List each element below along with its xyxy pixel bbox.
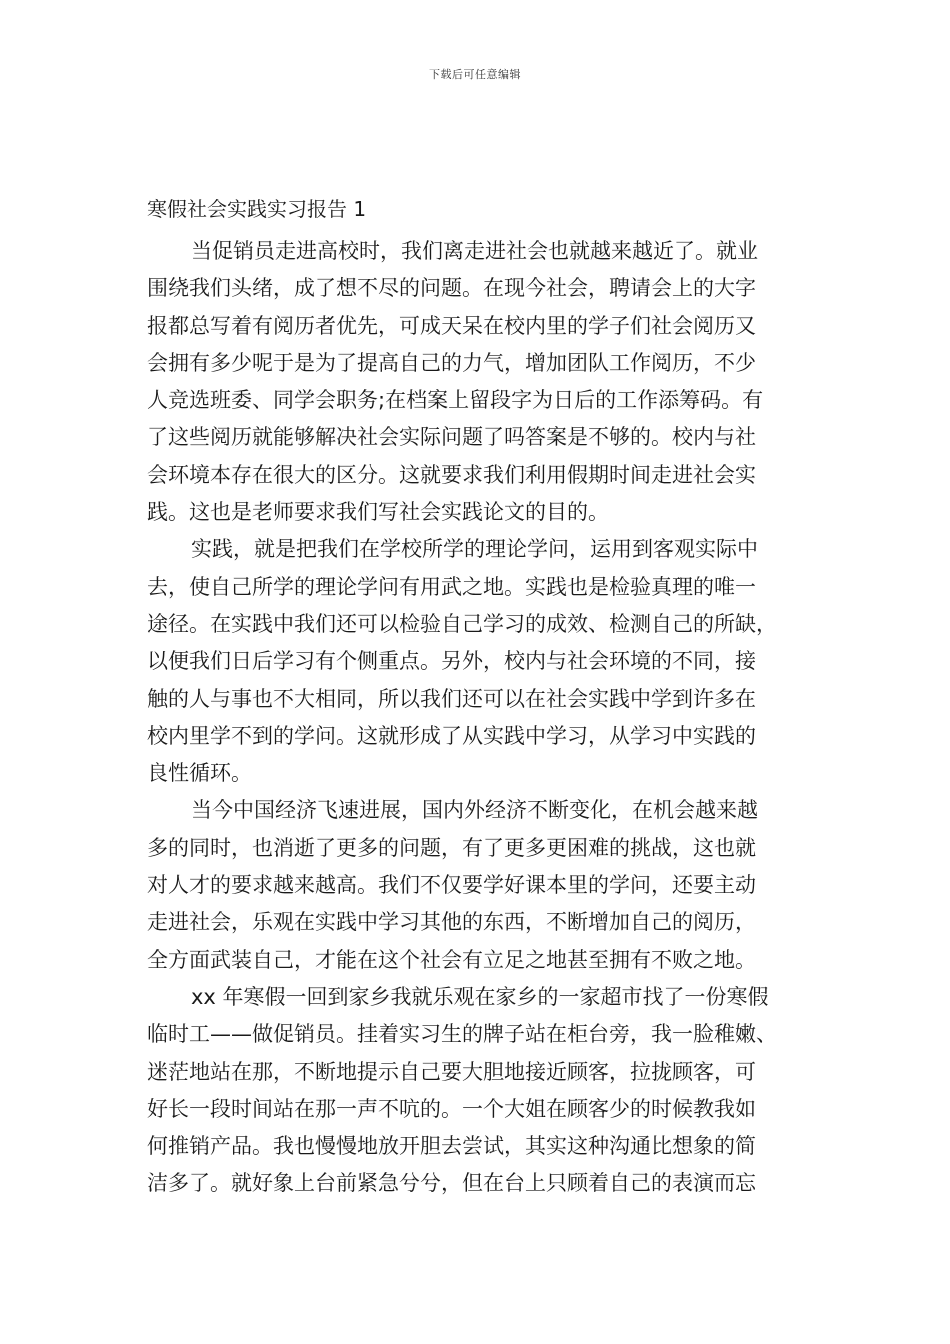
- text-line: 校内里学不到的学问。这就形成了从实践中学习，从学习中实践的: [147, 723, 756, 748]
- text-line: 多的同时，也消逝了更多的问题，有了更多更困难的挑战，这也就: [147, 835, 756, 860]
- text-line: 良性循环。: [147, 761, 252, 786]
- text-line: 以便我们日后学习有个侧重点。另外，校内与社会环境的不同，接: [147, 649, 756, 674]
- text-line: 对人才的要求越来越高。我们不仅要学好课本里的学问，还要主动: [147, 873, 756, 898]
- text-line: 围绕我们头绪，成了想不尽的问题。在现今社会，聘请会上的大字: [147, 276, 756, 301]
- text-line: 当今中国经济飞速进展，国内外经济不断变化，在机会越来越: [191, 798, 758, 823]
- text-line: 去，使自己所学的理论学问有用武之地。实践也是检验真理的唯一: [147, 574, 756, 599]
- text-line: 人竞选班委、同学会职务;在档案上留段字为日后的工作添筹码。有: [147, 388, 764, 413]
- text-line: 洁多了。就好象上台前紧急兮兮，但在台上只顾着自己的表演而忘: [147, 1171, 756, 1196]
- text-line: 了这些阅历就能够解决社会实际问题了吗答案是不够的。校内与社: [147, 425, 756, 450]
- text-line: 践。这也是老师要求我们写社会实践论文的目的。: [147, 500, 609, 525]
- text-line: 当促销员走进高校时，我们离走进社会也就越来越近了。就业: [191, 239, 758, 263]
- document-body: [147, 233, 807, 1203]
- text-line: 何推销产品。我也慢慢地放开胆去尝试，其实这种沟通比想象的简: [147, 1134, 756, 1159]
- text-line: 途径。在实践中我们还可以检验自己学习的成效、检测自己的所缺，: [147, 611, 777, 636]
- text-line: 临时工——做促销员。挂着实习生的牌子站在柜台旁，我一脸稚嫩、: [147, 1022, 777, 1047]
- text-line: 会环境本存在很大的区分。这就要求我们利用假期时间走进社会实: [147, 462, 756, 487]
- text-line: 全方面武装自己，才能在这个社会有立足之地甚至拥有不败之地。: [147, 947, 756, 972]
- text-line: 实践，就是把我们在学校所学的理论学问，运用到客观实际中: [191, 537, 758, 562]
- text-line: 好长一段时间站在那一声不吭的。一个大姐在顾客少的时候教我如: [147, 1096, 756, 1121]
- text-line: 触的人与事也不大相同，所以我们还可以在社会实践中学到许多在: [147, 686, 756, 711]
- text-line: 迷茫地站在那，不断地提示自己要大胆地接近顾客，拉拢顾客，可: [147, 1059, 756, 1084]
- text-line: 报都总写着有阅历者优先，可成天呆在校内里的学子们社会阅历又: [147, 313, 756, 338]
- header-note: 下载后可任意编辑: [429, 68, 521, 81]
- document-title: 寒假社会实践实习报告 1: [147, 197, 367, 221]
- text-line: xx 年寒假一回到家乡我就乐观在家乡的一家超市找了一份寒假: [191, 984, 769, 1009]
- text-line: 走进社会，乐观在实践中学习其他的东西，不断增加自己的阅历，: [147, 910, 756, 935]
- text-line: 会拥有多少呢于是为了提高自己的力气，增加团队工作阅历，不少: [147, 350, 756, 375]
